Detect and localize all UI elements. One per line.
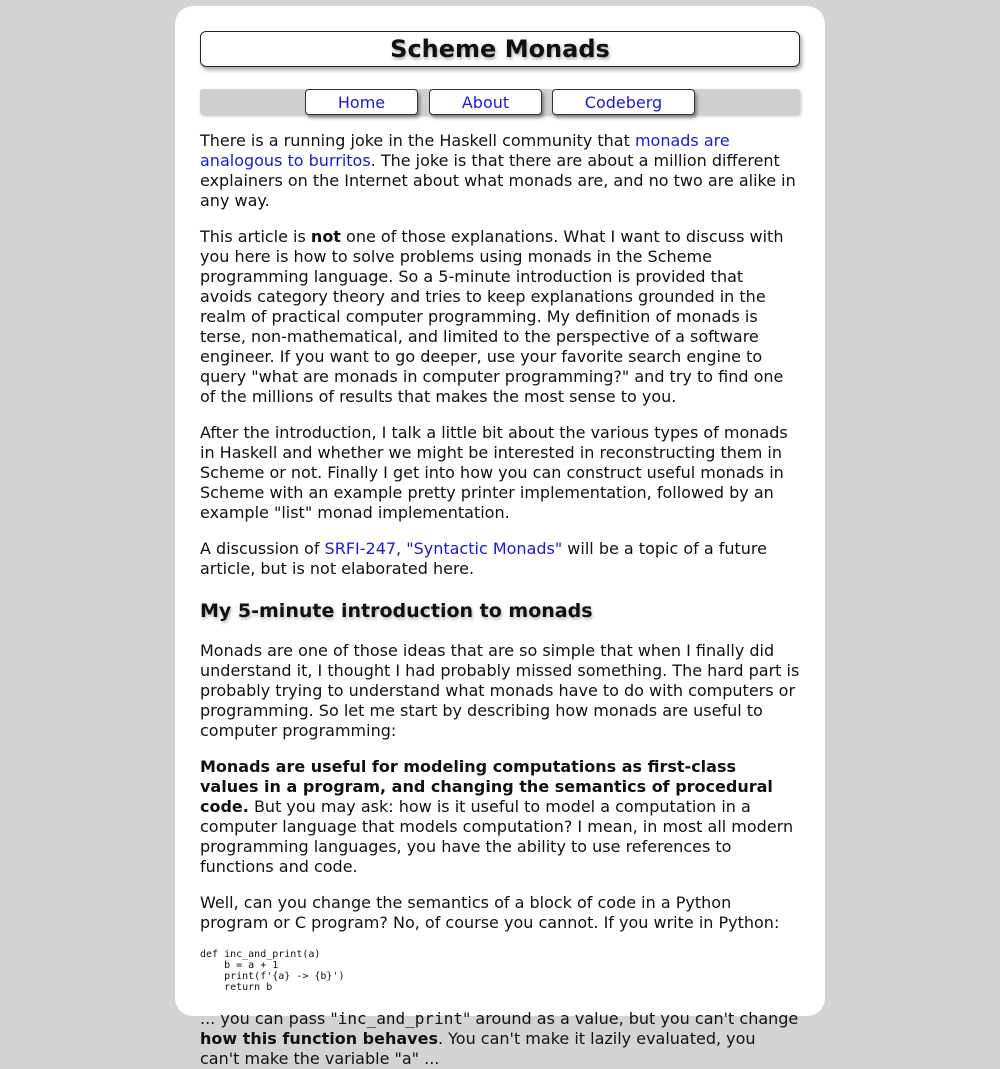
nav-about-link[interactable]: About bbox=[429, 89, 542, 115]
emphasis: not bbox=[310, 227, 341, 246]
section-paragraph-1: Monads are one of those ideas that are so simple that when I finally did understand it, I thought I had probably missed something. The hard part is probably trying to understand what monads have to do with computers or programming. So let me start by describing how monads are useful to computer programming: bbox=[200, 641, 800, 740]
code-block: def inc_and_print(a) b = a + 1 print(f'{a} -> {b}') return b bbox=[200, 949, 345, 993]
text: ... you can pass " bbox=[200, 1009, 338, 1028]
text: A discussion of bbox=[200, 539, 325, 558]
text: This article is bbox=[200, 227, 311, 246]
text: . You can't make it lazily evaluated, you can't make the variable "a" ... bbox=[200, 1029, 756, 1068]
section-paragraph-2 bbox=[200, 757, 800, 877]
text: There is a running joke in the Haskell community that bbox=[200, 131, 635, 150]
text: will be a topic of a future article, but is not elaborated here. bbox=[200, 539, 767, 578]
intro-paragraph-3: After the introduction, I talk a little bit about the various types of monads in Haskell and whether we might be interested in reconstructing them in Scheme or not. Finally I get into how you can construct useful monads in Scheme with an example pretty printer implementation, followed by an example "list" monad implementation. bbox=[200, 423, 788, 522]
page-card bbox=[175, 6, 825, 1068]
intro-paragraph-2 bbox=[200, 227, 800, 407]
section-heading: My 5-minute introduction to monads bbox=[200, 600, 593, 622]
srfi-247-link[interactable]: SRFI-247, "Syntactic Monads" bbox=[324, 539, 563, 558]
inline-code: inc_and_print bbox=[337, 1009, 463, 1028]
intro-paragraph-1 bbox=[200, 131, 800, 211]
text: But you may ask: how is it useful to model a computation in a computer language that models computation? I mean, in most all modern programming languages, you have the ability to use references to functions and code. bbox=[200, 797, 794, 876]
nav-bar bbox=[200, 89, 800, 114]
article-body bbox=[200, 131, 800, 1069]
text: one of those explanations. What I want to discuss with you here is how to solve problems using monads in the Scheme programming language. So a 5-minute introduction is provided that avoids category theory and tries to keep explanations grounded in the realm of practical computer programming. My definition of monads is terse, non-mathematical, and limited to the perspective of a software engineer. If you want to go deeper, use your favorite search engine to query "what are monads in computer programming?" and try to find one of the millions of results that makes the most sense to you. bbox=[200, 227, 784, 406]
site-title: Scheme Monads bbox=[200, 31, 800, 67]
emphasis: how this function behaves bbox=[200, 1029, 438, 1048]
nav-codeberg-link[interactable]: Codeberg bbox=[552, 89, 695, 115]
text: " around as a value, but you can't change bbox=[462, 1009, 799, 1028]
section-paragraph-3: Well, can you change the semantics of a block of code in a Python program or C program? No, of course you cannot. If you write in Python: bbox=[200, 893, 780, 932]
burritos-link[interactable]: monads are analogous to burritos bbox=[200, 131, 730, 170]
intro-paragraph-4 bbox=[200, 539, 800, 579]
section-paragraph-4 bbox=[200, 1009, 800, 1069]
emphasis: Monads are useful for modeling computations as first-class values in a program, and changing the semantics of procedural code. bbox=[200, 757, 773, 816]
text: . The joke is that there are about a million different explainers on the Internet about what monads are, and no two are alike in any way. bbox=[200, 151, 796, 210]
nav-home-link[interactable]: Home bbox=[305, 89, 418, 115]
